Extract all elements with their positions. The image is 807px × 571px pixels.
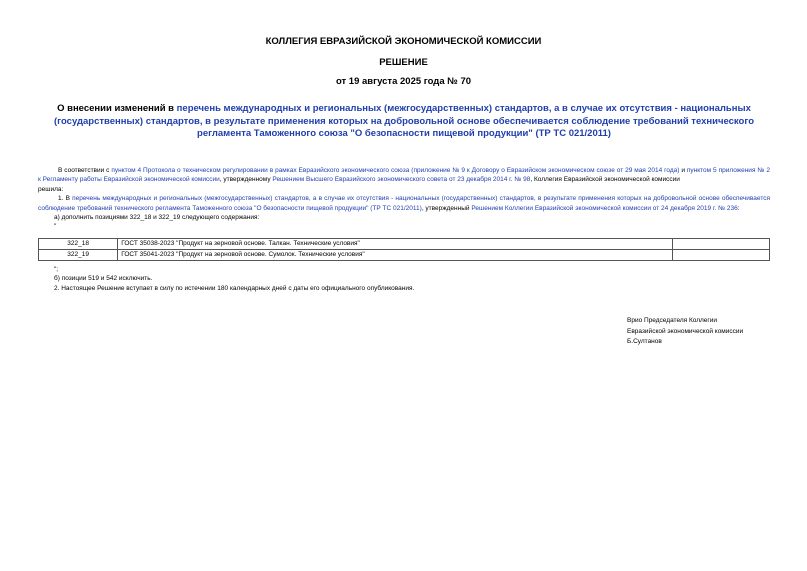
date-number: от 19 августа 2025 года № 70 xyxy=(335,76,472,87)
preamble-text: , Коллегия Евразийской экономической комиссии xyxy=(530,176,680,184)
resolved-label: решила: xyxy=(38,185,64,193)
signatory-name: Б.Султанов xyxy=(627,338,662,345)
item-1-text: : xyxy=(737,204,740,212)
signatory-org: Евразийской экономической комиссии xyxy=(627,327,744,335)
position-number: 322_19 xyxy=(39,249,118,260)
quote-close: "; xyxy=(54,265,59,273)
preamble-text: В соответствии с xyxy=(58,167,112,174)
document-title xyxy=(34,103,774,141)
extra-cell xyxy=(672,238,769,249)
preamble-text: и xyxy=(679,167,687,174)
table-row xyxy=(39,249,770,260)
item-1-text: , утвержденный xyxy=(421,204,472,212)
doc-type: РЕШЕНИЕ xyxy=(379,57,428,68)
preamble xyxy=(38,166,770,185)
title-link[interactable]: перечень международных и региональных (межгосударственных) стандартов, а в случае их отсутствия - национальных (государственных) стандартов, в результате применения которых на добровольной основе обеспечивается соблюдение требований технического регламента Таможенного союза "О безопасности пищевой продукции" (ТР ТС 021/2011) xyxy=(53,103,754,139)
sub-item-b: б) позиции 519 и 542 исключить. xyxy=(54,275,153,283)
position-number: 322_18 xyxy=(39,238,118,249)
signature-block xyxy=(627,316,767,348)
document-body xyxy=(38,166,770,293)
board-decision-link[interactable]: Решением Коллегии Евразийской экономической комиссии от 24 декабря 2019 г. № 236 xyxy=(471,204,738,212)
council-decision-link[interactable]: Решением Высшего Евразийского экономического совета от 23 декабря 2014 г. № 98 xyxy=(272,176,531,184)
preamble-text: , утвержденному xyxy=(219,176,273,184)
org-header: КОЛЛЕГИЯ ЕВРАЗИЙСКОЙ ЭКОНОМИЧЕСКОЙ КОМИССИИ xyxy=(265,36,542,47)
item-1 xyxy=(38,194,770,213)
standard-name: ГОСТ 35038-2023 "Продукт на зерновой основе. Талкан. Технические условия" xyxy=(118,238,673,249)
extra-cell xyxy=(672,249,769,260)
table-row xyxy=(39,238,770,249)
item-2: 2. Настоящее Решение вступает в силу по истечении 180 календарных дней с даты его официального опубликования. xyxy=(54,284,415,292)
standards-table xyxy=(38,238,770,261)
sub-item-a: а) дополнить позициями 322_18 и 322_19 следующего содержания: xyxy=(54,214,260,222)
standard-name: ГОСТ 35041-2023 "Продукт на зерновой основе. Сумолок. Технические условия" xyxy=(118,249,673,260)
item-1-text: 1. В xyxy=(58,195,73,203)
standards-list-link[interactable]: перечень международных и региональных (межгосударственных) стандартов, а в случае их отсутствия - национальных (государственных) стандартов, в результате применения которых на добровольной основе обеспечивается соблюдение требований технического регламента Таможенного союза "О безопасности пищевой продукции" (ТР ТС 021/2011) xyxy=(38,195,770,212)
regulation-link[interactable]: пунктом 5 приложения № 2 к Регламенту работы Евразийской экономической комиссии xyxy=(38,167,770,184)
title-text: О внесении изменений в xyxy=(57,103,177,114)
signatory-title: Врио Председателя Коллегии xyxy=(627,317,718,324)
quote-open: " xyxy=(54,223,57,231)
protocol-link[interactable]: пунктом 4 Протокола о техническом регулировании в рамках Евразийского экономического союза (приложение № 9 к Договору о Евразийском экономическом союзе от 29 мая 2014 года) xyxy=(111,167,680,174)
